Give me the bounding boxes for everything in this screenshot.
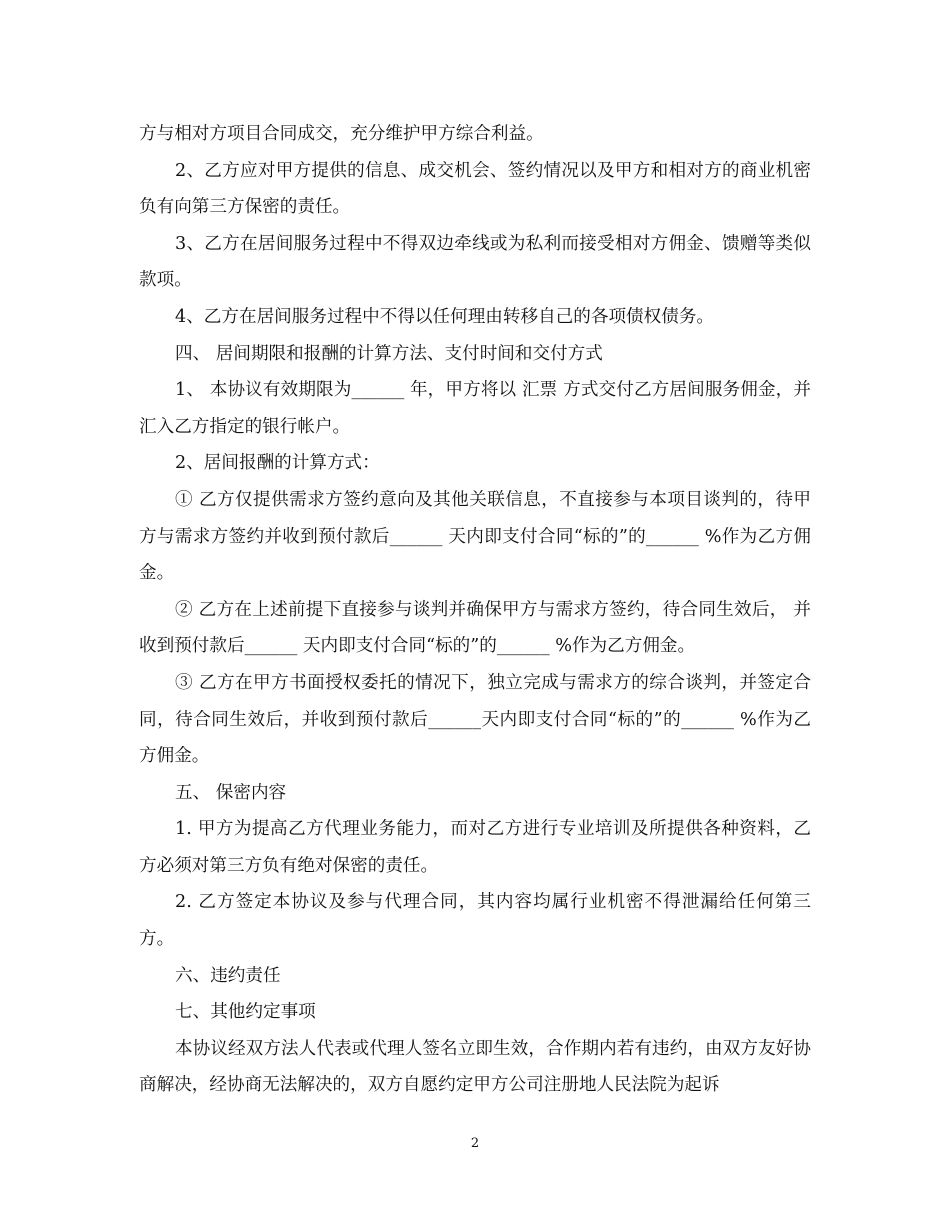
section-heading-6: 六、违约责任 — [175, 965, 281, 986]
paragraph-confidential-1: 1. 甲方为提高乙方代理业务能力，而对乙方进行专业培训及所提供各种资料，乙方必须对第三方负有绝对保密的责任。 — [139, 819, 811, 876]
paragraph-3: 3、乙方在居间服务过程中不得双边牵线或为私利而接受相对方佣金、馈赠等类似款项。 — [139, 233, 811, 291]
paragraph-fee-option-2: ② 乙方在上述前提下直接参与谈判并确保甲方与需求方签约，待合同生效后， 并收到预付款后______ 天内即支付合同“标的”的______ %作为乙方佣金。 — [139, 599, 811, 657]
paragraph-4: 4、乙方在居间服务过程中不得以任何理由转移自己的各项债权债务。 — [175, 306, 715, 327]
paragraph-2: 2、乙方应对甲方提供的信息、成交机会、签约情况以及甲方和相对方的商业机密负有向第三方保密的责任。 — [139, 160, 811, 218]
paragraph-term: 1、 本协议有效期限为______ 年，甲方将以 汇票 方式交付乙方居间服务佣金，并汇入乙方指定的银行帐户。 — [139, 380, 811, 437]
paragraph-confidential-2: 2. 乙方签定本协议及参与代理合同，其内容均属行业机密不得泄漏给任何第三方。 — [139, 892, 811, 950]
document-body — [139, 116, 811, 1104]
page-number: 2 — [470, 1136, 480, 1151]
paragraph-fee-option-3: ③ 乙方在甲方书面授权委托的情况下，独立完成与需求方的综合谈判，并签定合同，待合同生效后，并收到预付款后______天内即支付合同“标的”的______ %作为乙方佣金。 — [139, 672, 811, 767]
paragraph-fee-method: 2、居间报酬的计算方式： — [175, 453, 380, 474]
paragraph-fee-option-1: ① 乙方仅提供需求方签约意向及其他关联信息，不直接参与本项目谈判的，待甲方与需求方签约并收到预付款后______ 天内即支付合同“标的”的______ %作为乙方佣金。 — [139, 489, 811, 584]
section-heading-4: 四、 居间期限和报酬的计算方法、支付时间和交付方式 — [175, 343, 603, 364]
paragraph-1: 方与相对方项目合同成交，充分维护甲方综合利益。 — [139, 124, 544, 144]
section-heading-5: 五、 保密内容 — [175, 782, 287, 803]
section-heading-7: 七、其他约定事项 — [175, 1002, 316, 1023]
paragraph-other-terms: 本协议经双方法人代表或代理人签名立即生效，合作期内若有违约，由双方友好协商解决，经协商无法解决的，双方自愿约定甲方公司注册地人民法院为起诉 — [139, 1038, 811, 1096]
